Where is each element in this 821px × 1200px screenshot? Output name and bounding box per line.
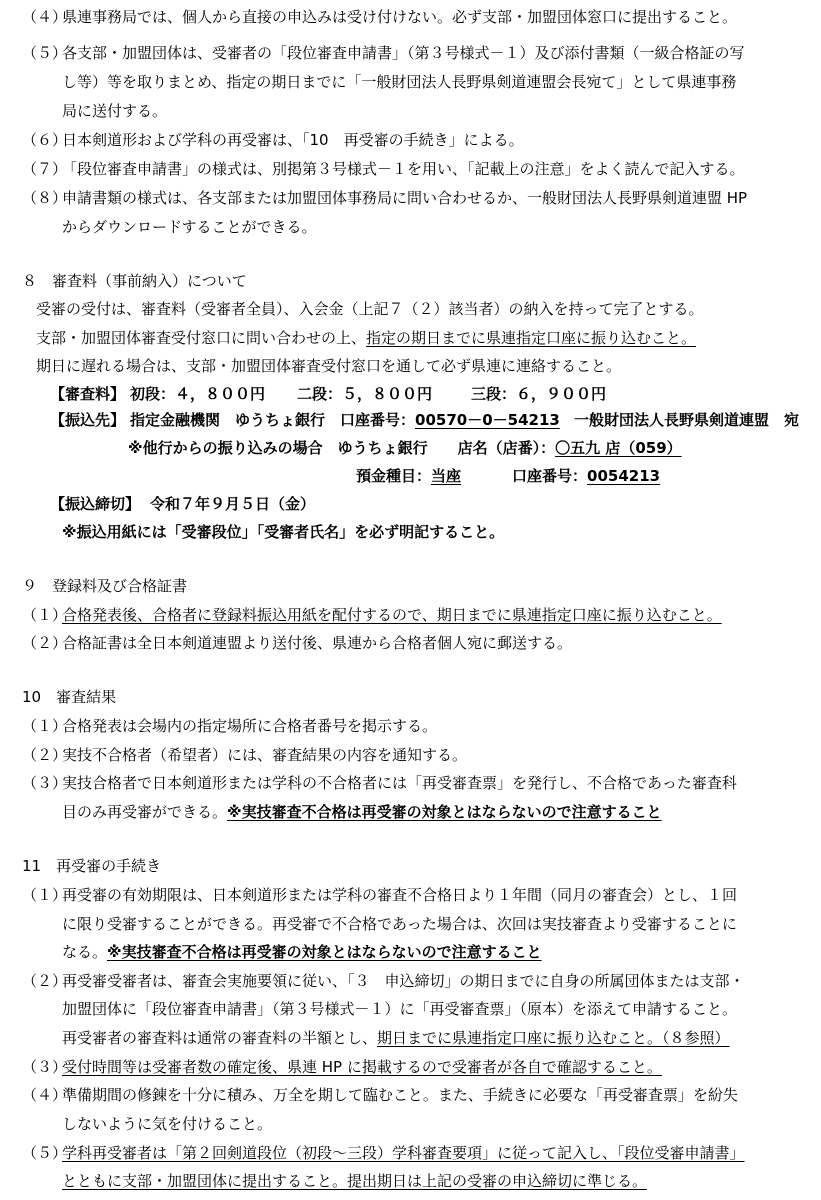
paragraph-line <box>62 802 662 822</box>
deposit-type: 当座 <box>431 467 462 485</box>
paragraph-line: 申請書類の様式は、各支部または加盟団体事務局に問い合わせるか、一般財団法人長野県剣道連盟 HP <box>62 189 748 207</box>
transfer-label: 【振込先】 <box>50 411 126 429</box>
transfer-note: ※振込用紙には「受審段位」「受審者氏名」を必ず明記すること。 <box>62 523 505 541</box>
section-heading: ９ 登録料及び合格証書 <box>22 577 188 595</box>
paragraph-line: に限り受審することができる。再受審で不合格であった場合は、次回は実技審査より受審することに <box>62 915 737 933</box>
other-bank-label: ※他行からの振り込みの場合 ゆうちょ銀行 店名（店番）： <box>128 439 556 457</box>
deadline-date: 令和７年９月５日（金） <box>150 495 316 513</box>
item-number: （１） <box>22 717 68 735</box>
fee-third-dan: 三段：６，９００円 <box>471 385 607 403</box>
emphasis-underlined: 指定の期日までに県連指定口座に振り込むこと。 <box>366 329 697 347</box>
warning-underlined: ※実技審査不合格は再受審の対象とはならないので注意すること <box>227 803 662 821</box>
transfer-institution: 指定金融機関 ゆうちょ銀行 口座番号： <box>130 411 416 429</box>
text-run: なる。 <box>62 943 108 961</box>
section-heading: 10 審査結果 <box>22 688 117 706</box>
paragraph-line: からダウンロードすることができる。 <box>62 218 317 236</box>
paragraph-line: 再受審受審者は、審査会実施要領に従い、「３ 申込締切」の期日までに自身の所属団体または支部・ <box>62 972 745 990</box>
deposit-line <box>356 466 461 486</box>
item-number: （４） <box>22 1086 68 1104</box>
account-label: 口座番号： <box>512 467 588 485</box>
paragraph-line: 加盟団体に「段位審査申請書」（第３号様式－１）に「再受審査票」（原本）を添えて申請すること。 <box>62 1000 738 1018</box>
paragraph-line: 合格発表後、合格者に登録料振込用紙を配付するので、期日までに県連指定口座に振り込むこと。 <box>62 606 722 624</box>
paragraph-line: 再受審の有効期限は、日本剣道形または学科の審査不合格日より１年間（同月の審査会）とし、１回 <box>62 886 738 904</box>
warning-underlined: ※実技審査不合格は再受審の対象とはならないので注意すること <box>107 943 542 961</box>
paragraph-line: 県連事務局では、個人から直接の申込みは受け付けない。必ず支部・加盟団体窓口に提出すること。 <box>62 8 738 26</box>
fee-first-dan: 初段：４，８００円 <box>130 385 266 403</box>
item-number: （６） <box>22 131 68 149</box>
item-number: （２） <box>22 634 68 652</box>
account-number: 00570－0－54213 <box>415 411 560 429</box>
paragraph-line: 局に送付する。 <box>62 102 168 120</box>
item-number: （７） <box>22 160 68 178</box>
item-number: （４） <box>22 8 68 26</box>
paragraph-line: とともに支部・加盟団体に提出すること。提出期日は上記の受審の申込締切に準じる。 <box>62 1172 648 1190</box>
item-number: （８） <box>22 189 68 207</box>
paragraph-line: 実技不合格者（希望者）には、審査結果の内容を通知する。 <box>62 746 468 764</box>
paragraph-line: 期日に遅れる場合は、支部・加盟団体審査受付窓口を通して必ず県連に連絡すること。 <box>36 357 622 375</box>
fee-second-dan: 二段：５，８００円 <box>297 385 433 403</box>
other-bank-line <box>128 438 682 458</box>
item-number: （１） <box>22 886 68 904</box>
item-number: （２） <box>22 746 68 764</box>
deposit-label: 預金種目： <box>356 467 432 485</box>
paragraph-line: 実技合格者で日本剣道形または学科の不合格者には「再受審査票」を発行し、不合格であった審査科 <box>62 774 737 792</box>
deadline-label: 【振込締切】 <box>50 495 141 513</box>
item-number: （２） <box>22 972 68 990</box>
payee: 一般財団法人長野県剣道連盟 宛 <box>574 411 800 429</box>
paragraph-line: 合格発表は会場内の指定場所に合格者番号を掲示する。 <box>62 717 438 735</box>
paragraph-line: 受審の受付は、審査料（受審者全員）、入会金（上記７（２）該当者）の納入を持って完了とする。 <box>36 300 704 318</box>
paragraph-line: しないように気を付けること。 <box>62 1115 273 1133</box>
item-number: （１） <box>22 606 68 624</box>
item-number: （３） <box>22 774 68 792</box>
branch-name: 〇五九 店（059） <box>555 439 682 457</box>
text-run: 再受審者の審査料は通常の審査料の半額とし、 <box>62 1029 378 1047</box>
account-number-2: 0054213 <box>587 467 661 485</box>
emphasis-underlined: 期日までに県連指定口座に振り込むこと。（８参照） <box>377 1029 730 1047</box>
paragraph-line: し等）等を取りまとめ、指定の期日までに「一般財団法人長野県剣道連盟会長宛て」として県連事務 <box>62 73 737 91</box>
text-run: 目のみ再受審ができる。 <box>62 803 228 821</box>
paragraph-line: 学科再受審者は「第２回剣道段位（初段～三段）学科審査要項」に従って記入し、「段位受審申請書」 <box>62 1144 745 1162</box>
paragraph-line <box>62 1028 730 1048</box>
transfer-line <box>130 410 560 430</box>
paragraph-line <box>62 942 542 962</box>
paragraph-line: 「段位審査申請書」の様式は、別掲第３号様式－１を用い、「記載上の注意」をよく読んで記入する。 <box>62 160 745 178</box>
fee-label: 【審査料】 <box>50 385 126 403</box>
paragraph-line: 各支部・加盟団体は、受審者の「段位審査申請書」（第３号様式－１）及び添付書類（一級合格証の写 <box>62 44 745 62</box>
paragraph-line: 受付時間等は受審者数の確定後、県連 HP に掲載するので受審者が各自で確認すること。 <box>62 1058 662 1076</box>
text-run: 支部・加盟団体審査受付窓口に問い合わせの上、 <box>36 329 367 347</box>
item-number: （５） <box>22 44 68 62</box>
paragraph-line <box>36 328 696 348</box>
item-number: （３） <box>22 1058 68 1076</box>
section-heading: 11 再受審の手続き <box>22 857 162 875</box>
account-line <box>512 466 660 486</box>
section-heading: ８ 審査料（事前納入）について <box>22 272 247 290</box>
paragraph-line: 準備期間の修錬を十分に積み、万全を期して臨むこと。また、手続きに必要な「再受審査票」を紛失 <box>62 1086 738 1104</box>
item-number: （５） <box>22 1144 68 1162</box>
paragraph-line: 合格証書は全日本剣道連盟より送付後、県連から合格者個人宛に郵送する。 <box>62 634 573 652</box>
paragraph-line: 日本剣道形および学科の再受審は、「10 再受審の手続き」による。 <box>62 131 524 149</box>
